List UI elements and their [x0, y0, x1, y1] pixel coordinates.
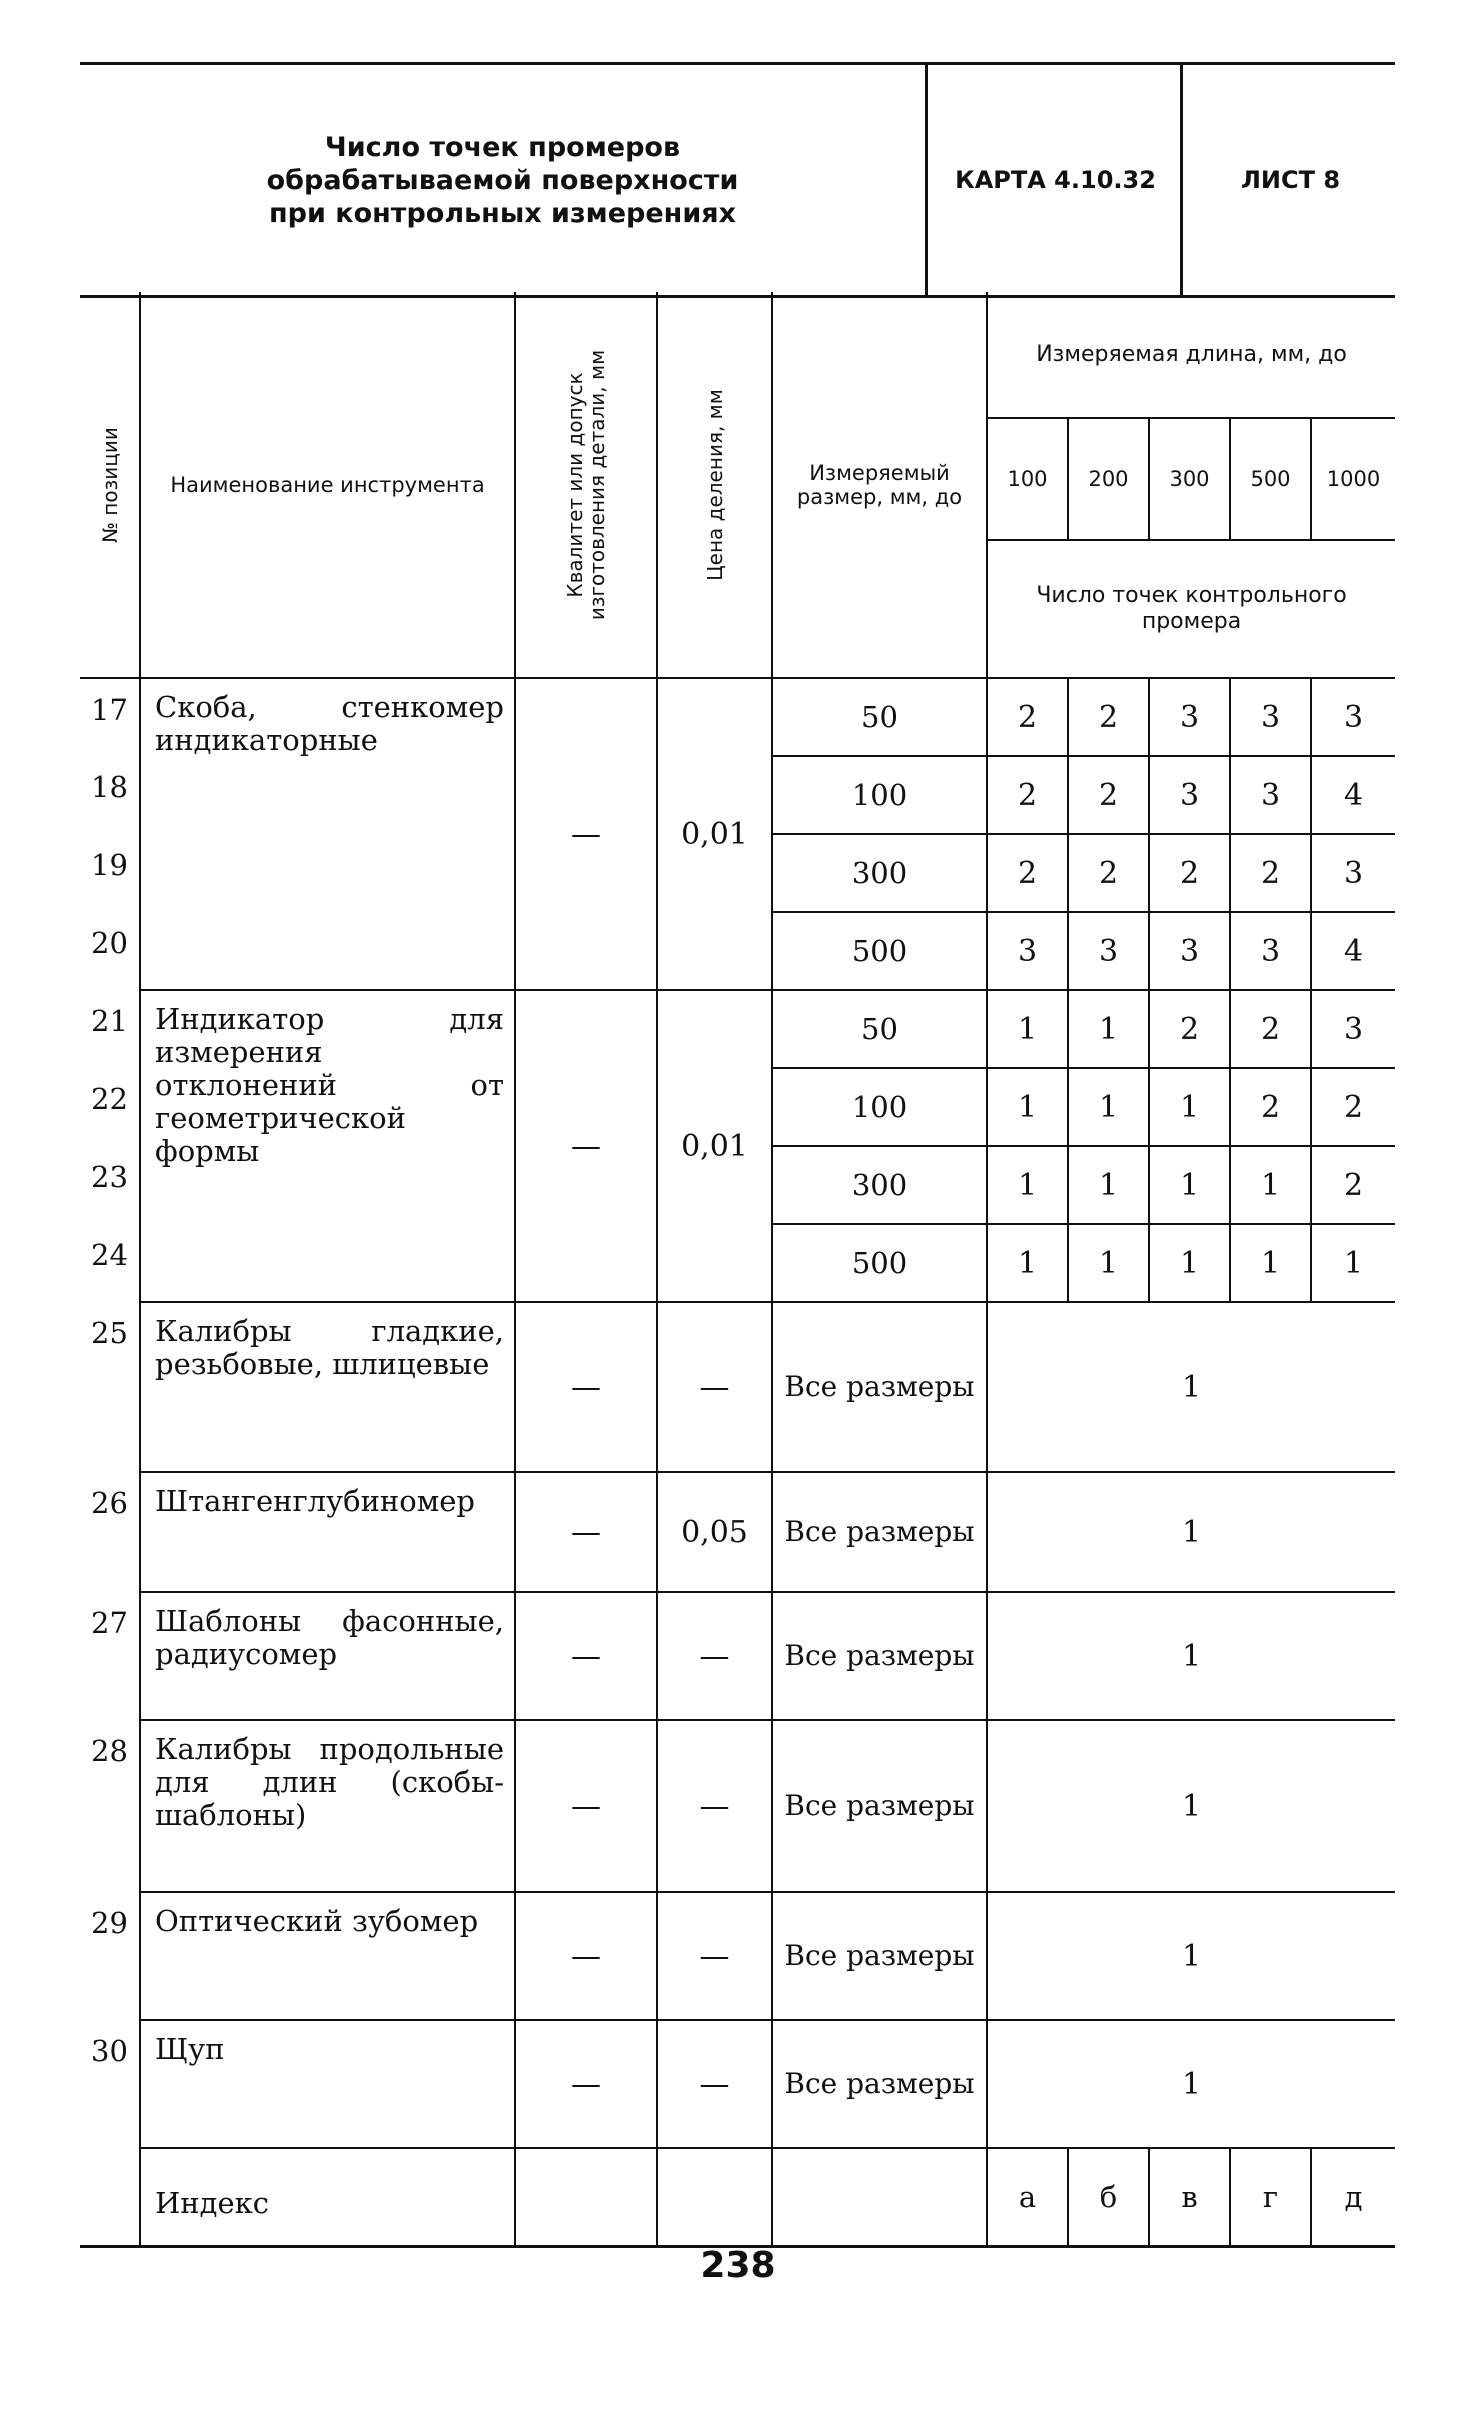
size-cell: 50: [772, 678, 987, 756]
count-cell: 1: [1230, 1146, 1311, 1224]
table-row: [80, 990, 1395, 1068]
division-cell: 0,01: [657, 678, 772, 990]
count-cell: 3: [1311, 834, 1395, 912]
count-cell: 2: [1068, 756, 1149, 834]
count-cell: 3: [1149, 756, 1230, 834]
count-cell: 3: [1230, 756, 1311, 834]
size-cell: 300: [772, 1146, 987, 1224]
table-row: [80, 678, 1395, 756]
position-cell: 23: [80, 1146, 140, 1224]
index-letter: б: [1068, 2148, 1149, 2247]
division-cell: 0,05: [657, 1472, 772, 1592]
position-cell: 22: [80, 1068, 140, 1146]
size-cell: 500: [772, 912, 987, 990]
tolerance-cell: —: [515, 678, 657, 990]
tolerance-cell: —: [515, 1592, 657, 1720]
count-cell: 1: [987, 1302, 1395, 1472]
position-cell: 17: [80, 678, 140, 756]
title-line-2: обрабатываемой поверхности: [266, 164, 739, 196]
header-position: № позиции: [80, 292, 140, 678]
tool-name-cell: Шаблоны фасонные, радиусомер: [140, 1592, 515, 1720]
size-cell: 50: [772, 990, 987, 1068]
count-cell: 2: [1311, 1146, 1395, 1224]
count-cell: 1: [987, 1592, 1395, 1720]
position-cell: 25: [80, 1302, 140, 1472]
division-cell: —: [657, 1302, 772, 1472]
count-cell: 1: [987, 1146, 1068, 1224]
count-cell: 2: [987, 834, 1068, 912]
count-cell: 2: [1230, 834, 1311, 912]
count-cell: 3: [1230, 912, 1311, 990]
header-length-500: 500: [1230, 418, 1311, 540]
count-cell: 2: [1230, 990, 1311, 1068]
division-cell: —: [657, 1892, 772, 2020]
header-length-group: Измеряемая длина, мм, до: [987, 292, 1395, 418]
count-cell: 3: [1149, 678, 1230, 756]
position-cell: 30: [80, 2020, 140, 2148]
count-cell: 3: [1230, 678, 1311, 756]
tolerance-cell: —: [515, 1720, 657, 1892]
position-cell: 29: [80, 1892, 140, 2020]
position-cell: 28: [80, 1720, 140, 1892]
division-cell: 0,01: [657, 990, 772, 1302]
index-empty-cell: [772, 2148, 987, 2247]
card-title: [80, 65, 925, 295]
tool-name-cell: Калибры продольные для длин (скобы-шаблоны): [140, 1720, 515, 1892]
division-cell: —: [657, 2020, 772, 2148]
tolerance-cell: —: [515, 990, 657, 1302]
table-row: [80, 1472, 1395, 1592]
count-cell: 2: [1068, 678, 1149, 756]
header-measured-size: Измеряемый размер, мм, до: [772, 292, 987, 678]
count-cell: 1: [1230, 1224, 1311, 1302]
position-cell: 19: [80, 834, 140, 912]
count-cell: 1: [987, 1224, 1068, 1302]
index-letter: г: [1230, 2148, 1311, 2247]
tool-name-cell: Скоба, стенкомер индикаторные: [140, 678, 515, 990]
count-cell: 2: [987, 756, 1068, 834]
count-cell: 4: [1311, 912, 1395, 990]
size-cell: Все размеры: [772, 1720, 987, 1892]
size-cell: Все размеры: [772, 1592, 987, 1720]
count-cell: 4: [1311, 756, 1395, 834]
count-cell: 3: [987, 912, 1068, 990]
title-line-3: при контрольных измерениях: [268, 197, 737, 229]
count-cell: 1: [1149, 1146, 1230, 1224]
header-length-100: 100: [987, 418, 1068, 540]
card-number: КАРТА 4.10.32: [925, 65, 1183, 295]
count-cell: 1: [987, 1720, 1395, 1892]
count-cell: 3: [1068, 912, 1149, 990]
count-cell: 3: [1311, 990, 1395, 1068]
size-cell: 100: [772, 1068, 987, 1146]
tool-name-cell: Оптический зубомер: [140, 1892, 515, 2020]
index-letter: в: [1149, 2148, 1230, 2247]
count-cell: 1: [1068, 990, 1149, 1068]
size-cell: 500: [772, 1224, 987, 1302]
position-cell: 20: [80, 912, 140, 990]
size-cell: Все размеры: [772, 1472, 987, 1592]
header-division: Цена деления, мм: [657, 292, 772, 678]
index-row: [80, 2148, 1395, 2247]
count-cell: 1: [987, 1472, 1395, 1592]
count-cell: 1: [1068, 1146, 1149, 1224]
header-tool-name: Наименование инструмента: [140, 292, 515, 678]
tolerance-cell: —: [515, 1892, 657, 2020]
tolerance-cell: —: [515, 1472, 657, 1592]
count-cell: 1: [1068, 1068, 1149, 1146]
card-header: [80, 62, 1395, 298]
tool-name-cell: Щуп: [140, 2020, 515, 2148]
table-row: [80, 2020, 1395, 2148]
index-letter: а: [987, 2148, 1068, 2247]
table-row: [80, 1720, 1395, 1892]
count-cell: 1: [987, 1068, 1068, 1146]
position-cell: 27: [80, 1592, 140, 1720]
count-cell: 2: [987, 678, 1068, 756]
count-cell: 2: [1311, 1068, 1395, 1146]
sheet-number: ЛИСТ 8: [1180, 65, 1398, 295]
count-cell: 1: [1149, 1224, 1230, 1302]
index-empty-cell: [657, 2148, 772, 2247]
division-cell: —: [657, 1592, 772, 1720]
position-cell: 24: [80, 1224, 140, 1302]
header-length-300: 300: [1149, 418, 1230, 540]
header-length-1000: 1000: [1311, 418, 1395, 540]
count-cell: 1: [1311, 1224, 1395, 1302]
index-empty-cell: [515, 2148, 657, 2247]
measurement-points-table: [80, 292, 1395, 2248]
position-cell: 21: [80, 990, 140, 1068]
header-points-caption: Число точек контрольного промера: [987, 540, 1395, 678]
tool-name-cell: Индикатор для измерения отклонений от геометрической формы: [140, 990, 515, 1302]
size-cell: Все размеры: [772, 1892, 987, 2020]
index-label: Индекс: [140, 2148, 515, 2247]
count-cell: 1: [987, 1892, 1395, 2020]
size-cell: 100: [772, 756, 987, 834]
tool-name-cell: Штангенглубиномер: [140, 1472, 515, 1592]
count-cell: 1: [1149, 1068, 1230, 1146]
position-cell: 18: [80, 756, 140, 834]
count-cell: 2: [1149, 834, 1230, 912]
tolerance-cell: —: [515, 2020, 657, 2148]
size-cell: Все размеры: [772, 2020, 987, 2148]
page-number: 238: [700, 2245, 776, 2286]
division-cell: —: [657, 1720, 772, 1892]
tool-name-cell: Калибры гладкие, резьбовые, шлицевые: [140, 1302, 515, 1472]
count-cell: 1: [987, 990, 1068, 1068]
count-cell: 2: [1068, 834, 1149, 912]
position-cell: 26: [80, 1472, 140, 1592]
table-row: [80, 1592, 1395, 1720]
count-cell: 3: [1311, 678, 1395, 756]
count-cell: 1: [1068, 1224, 1149, 1302]
count-cell: 3: [1149, 912, 1230, 990]
count-cell: 2: [1149, 990, 1230, 1068]
size-cell: Все размеры: [772, 1302, 987, 1472]
title-line-1: Число точек промеров: [324, 131, 681, 163]
table-row: [80, 1302, 1395, 1472]
index-letter: д: [1311, 2148, 1395, 2247]
tolerance-cell: —: [515, 1302, 657, 1472]
header-tolerance: Квалитет или допуск изготовления детали, мм: [515, 292, 657, 678]
index-pos-cell: [80, 2148, 140, 2247]
count-cell: 2: [1230, 1068, 1311, 1146]
table-row: [80, 1892, 1395, 2020]
count-cell: 1: [987, 2020, 1395, 2148]
size-cell: 300: [772, 834, 987, 912]
header-length-200: 200: [1068, 418, 1149, 540]
